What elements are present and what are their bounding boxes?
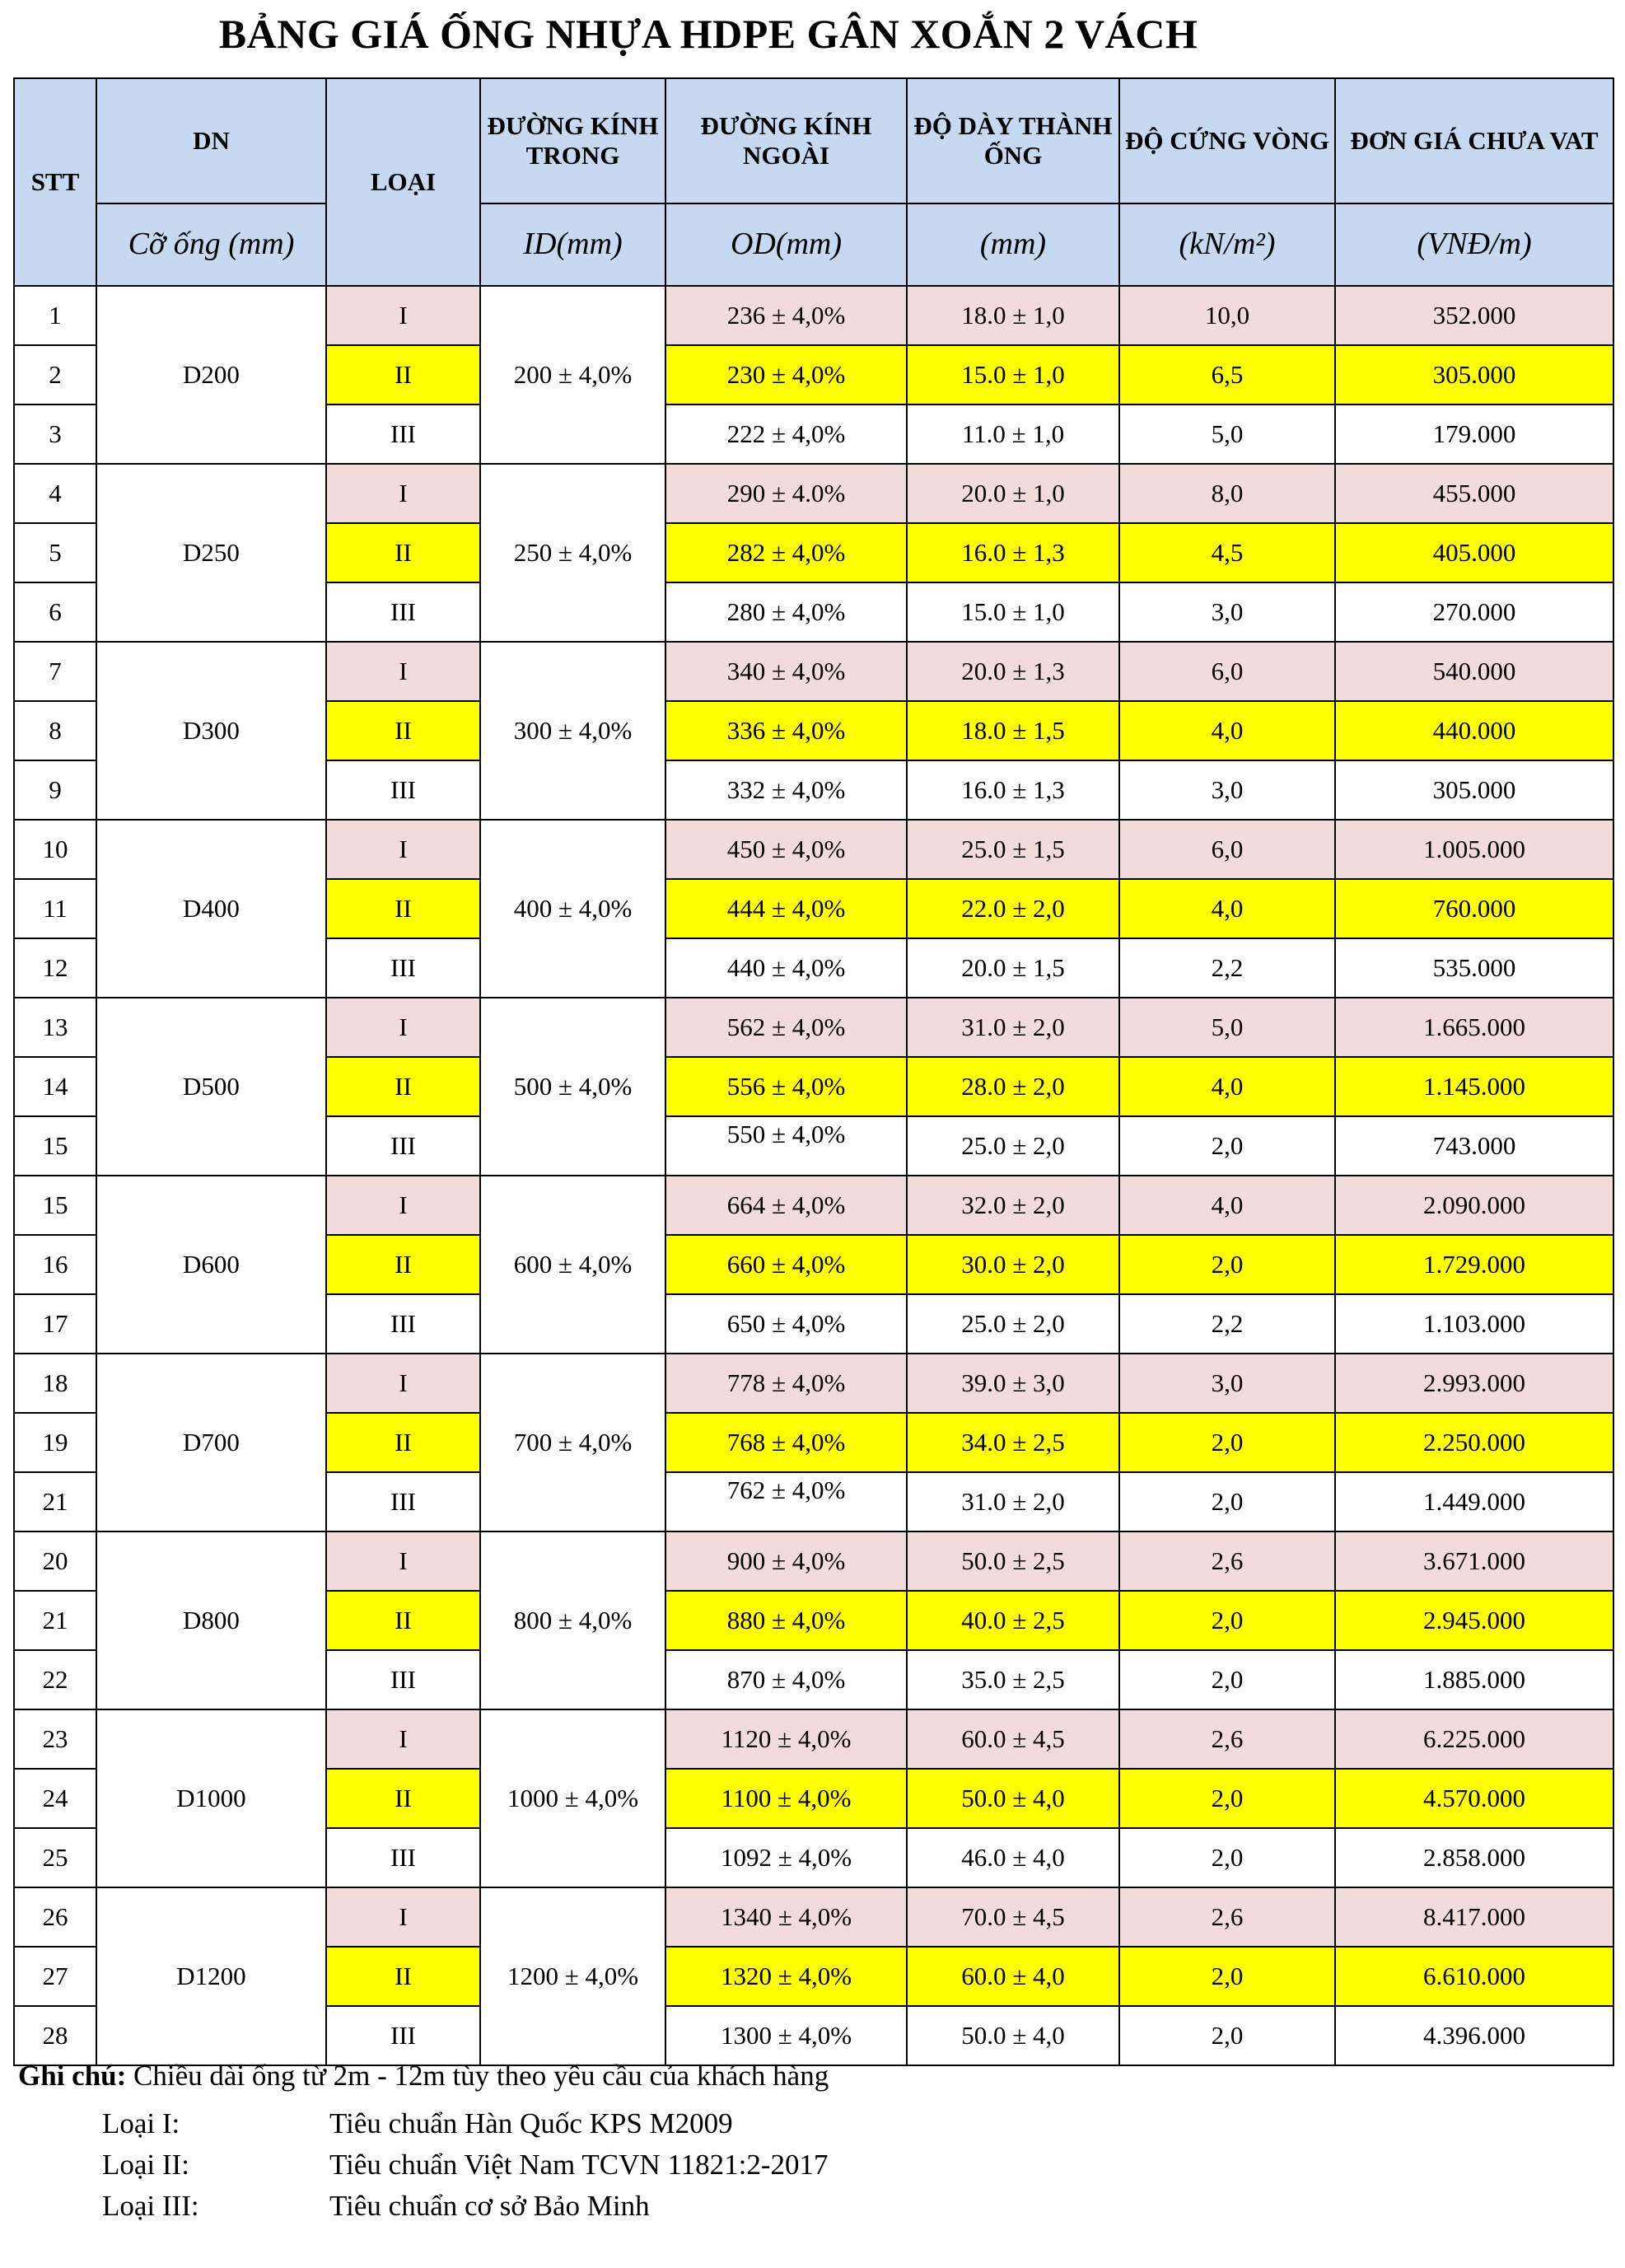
cell-inner-diameter: 500 ± 4,0% — [480, 998, 665, 1176]
cell-thickness: 50.0 ± 4,0 — [907, 2006, 1119, 2065]
cell-type: I — [326, 1354, 480, 1413]
cell-price: 6.225.000 — [1335, 1709, 1613, 1769]
cell-type: III — [326, 404, 480, 464]
cell-type: II — [326, 1413, 480, 1472]
unit-od: OD(mm) — [665, 203, 907, 286]
cell-stiffness: 2,0 — [1119, 1591, 1335, 1650]
cell-inner-diameter: 250 ± 4,0% — [480, 464, 665, 642]
table-row — [14, 998, 1613, 1057]
cell-price: 1.729.000 — [1335, 1235, 1613, 1294]
cell-type: II — [326, 701, 480, 760]
cell-price: 305.000 — [1335, 760, 1613, 820]
cell-type: II — [326, 345, 480, 404]
cell-stiffness: 2,0 — [1119, 1235, 1335, 1294]
cell-price: 2.993.000 — [1335, 1354, 1613, 1413]
cell-thickness: 30.0 ± 2,0 — [907, 1235, 1119, 1294]
cell-thickness: 22.0 ± 2,0 — [907, 879, 1119, 938]
cell-stt: 22 — [14, 1650, 96, 1709]
cell-price: 3.671.000 — [1335, 1531, 1613, 1591]
cell-outer-diameter: 1100 ± 4,0% — [665, 1769, 907, 1828]
cell-stiffness: 3,0 — [1119, 760, 1335, 820]
note-line — [18, 2060, 829, 2093]
cell-price: 535.000 — [1335, 938, 1613, 998]
cell-type: I — [326, 1709, 480, 1769]
cell-stiffness: 10,0 — [1119, 286, 1335, 345]
unit-dn: Cỡ ống (mm) — [96, 203, 326, 286]
cell-type: II — [326, 1057, 480, 1116]
cell-inner-diameter: 1000 ± 4,0% — [480, 1709, 665, 1887]
header-wall-thickness: ĐỘ DÀY THÀNH ỐNG — [907, 78, 1119, 203]
cell-outer-diameter — [665, 1472, 907, 1531]
cell-stt: 12 — [14, 938, 96, 998]
cell-stt: 10 — [14, 820, 96, 879]
header-ring-stiffness: ĐỘ CỨNG VÒNG — [1119, 78, 1335, 203]
cell-stiffness: 6,0 — [1119, 642, 1335, 701]
cell-price: 743.000 — [1335, 1116, 1613, 1176]
table-row — [14, 1887, 1613, 1947]
cell-stt: 2 — [14, 345, 96, 404]
cell-thickness: 25.0 ± 1,5 — [907, 820, 1119, 879]
cell-stiffness: 2,0 — [1119, 1947, 1335, 2006]
cell-price: 8.417.000 — [1335, 1887, 1613, 1947]
table-row — [14, 820, 1613, 879]
cell-outer-diameter: 880 ± 4,0% — [665, 1591, 907, 1650]
cell-stiffness: 4,5 — [1119, 523, 1335, 582]
cell-stiffness: 6,5 — [1119, 345, 1335, 404]
cell-price: 1.885.000 — [1335, 1650, 1613, 1709]
cell-stt: 17 — [14, 1294, 96, 1354]
cell-type: I — [326, 1176, 480, 1235]
cell-thickness: 20.0 ± 1,3 — [907, 642, 1119, 701]
cell-outer-diameter: 450 ± 4,0% — [665, 820, 907, 879]
standard-type-3: Loại III: — [102, 2190, 199, 2222]
cell-stiffness: 2,6 — [1119, 1887, 1335, 1947]
cell-outer-diameter: 1300 ± 4,0% — [665, 2006, 907, 2065]
cell-stiffness: 2,6 — [1119, 1709, 1335, 1769]
note-text: Chiều dài ống từ 2m - 12m tùy theo yêu cầu của khách hàng — [133, 2060, 829, 2092]
cell-dn: D1200 — [96, 1887, 326, 2065]
cell-stiffness: 2,2 — [1119, 1294, 1335, 1354]
cell-price: 1.103.000 — [1335, 1294, 1613, 1354]
cell-type: II — [326, 1769, 480, 1828]
cell-inner-diameter: 400 ± 4,0% — [480, 820, 665, 998]
cell-thickness: 20.0 ± 1,5 — [907, 938, 1119, 998]
cell-text: 762 ± 4,0% — [726, 1475, 846, 1505]
cell-stiffness: 2,2 — [1119, 938, 1335, 998]
cell-outer-diameter: 282 ± 4,0% — [665, 523, 907, 582]
table-header — [14, 78, 1613, 286]
cell-type: III — [326, 1650, 480, 1709]
cell-outer-diameter: 1092 ± 4,0% — [665, 1828, 907, 1887]
cell-dn: D500 — [96, 998, 326, 1176]
cell-stt: 3 — [14, 404, 96, 464]
cell-dn: D300 — [96, 642, 326, 820]
cell-outer-diameter: 230 ± 4,0% — [665, 345, 907, 404]
cell-dn: D600 — [96, 1176, 326, 1354]
cell-thickness: 15.0 ± 1,0 — [907, 345, 1119, 404]
note-label: Ghi chú: — [18, 2060, 127, 2092]
standard-desc-2: Tiêu chuẩn Việt Nam TCVN 11821:2-2017 — [329, 2149, 829, 2181]
cell-price: 4.570.000 — [1335, 1769, 1613, 1828]
header-inner-diameter: ĐƯỜNG KÍNH TRONG — [480, 78, 665, 203]
cell-thickness: 18.0 ± 1,0 — [907, 286, 1119, 345]
table-row — [14, 642, 1613, 701]
cell-outer-diameter: 870 ± 4,0% — [665, 1650, 907, 1709]
cell-stt: 8 — [14, 701, 96, 760]
cell-thickness: 20.0 ± 1,0 — [907, 464, 1119, 523]
cell-dn: D800 — [96, 1531, 326, 1709]
cell-stt: 15 — [14, 1116, 96, 1176]
cell-type: I — [326, 820, 480, 879]
cell-price: 455.000 — [1335, 464, 1613, 523]
cell-dn: D200 — [96, 286, 326, 464]
cell-type: I — [326, 286, 480, 345]
header-outer-diameter: ĐƯỜNG KÍNH NGOÀI — [665, 78, 907, 203]
cell-price: 405.000 — [1335, 523, 1613, 582]
cell-price: 1.665.000 — [1335, 998, 1613, 1057]
price-table — [13, 77, 1614, 2066]
cell-price: 270.000 — [1335, 582, 1613, 642]
cell-outer-diameter: 236 ± 4,0% — [665, 286, 907, 345]
cell-thickness: 50.0 ± 2,5 — [907, 1531, 1119, 1591]
cell-stiffness: 5,0 — [1119, 998, 1335, 1057]
cell-price: 2.250.000 — [1335, 1413, 1613, 1472]
cell-stt: 18 — [14, 1354, 96, 1413]
cell-outer-diameter: 332 ± 4,0% — [665, 760, 907, 820]
cell-stt: 19 — [14, 1413, 96, 1472]
cell-type: III — [326, 1116, 480, 1176]
cell-stiffness: 2,0 — [1119, 1769, 1335, 1828]
cell-stt: 15 — [14, 1176, 96, 1235]
cell-thickness: 31.0 ± 2,0 — [907, 998, 1119, 1057]
table-row — [14, 1709, 1613, 1769]
cell-outer-diameter: 336 ± 4,0% — [665, 701, 907, 760]
cell-price: 440.000 — [1335, 701, 1613, 760]
cell-stt: 25 — [14, 1828, 96, 1887]
cell-price: 1.145.000 — [1335, 1057, 1613, 1116]
cell-stt: 23 — [14, 1709, 96, 1769]
header-loai: LOẠI — [326, 78, 480, 286]
cell-type: I — [326, 642, 480, 701]
cell-outer-diameter: 222 ± 4,0% — [665, 404, 907, 464]
header-unit-price: ĐƠN GIÁ CHƯA VAT — [1335, 78, 1613, 203]
cell-outer-diameter: 1320 ± 4,0% — [665, 1947, 907, 2006]
cell-stiffness: 2,0 — [1119, 1413, 1335, 1472]
table-row — [14, 464, 1613, 523]
cell-thickness: 50.0 ± 4,0 — [907, 1769, 1119, 1828]
cell-outer-diameter: 1340 ± 4,0% — [665, 1887, 907, 1947]
cell-outer-diameter: 290 ± 4.0% — [665, 464, 907, 523]
cell-stt: 24 — [14, 1769, 96, 1828]
cell-thickness: 32.0 ± 2,0 — [907, 1176, 1119, 1235]
cell-stt: 27 — [14, 1947, 96, 2006]
cell-outer-diameter: 768 ± 4,0% — [665, 1413, 907, 1472]
cell-type: II — [326, 1947, 480, 2006]
cell-stiffness: 2,0 — [1119, 1650, 1335, 1709]
cell-outer-diameter: 280 ± 4,0% — [665, 582, 907, 642]
cell-inner-diameter: 700 ± 4,0% — [480, 1354, 665, 1531]
cell-text: 550 ± 4,0% — [726, 1120, 846, 1149]
cell-stt: 16 — [14, 1235, 96, 1294]
cell-type: III — [326, 582, 480, 642]
cell-type: III — [326, 1828, 480, 1887]
unit-price: (VNĐ/m) — [1335, 203, 1613, 286]
unit-id: ID(mm) — [480, 203, 665, 286]
cell-thickness: 40.0 ± 2,5 — [907, 1591, 1119, 1650]
cell-stt: 26 — [14, 1887, 96, 1947]
cell-stiffness: 3,0 — [1119, 582, 1335, 642]
cell-thickness: 60.0 ± 4,0 — [907, 1947, 1119, 2006]
cell-inner-diameter: 200 ± 4,0% — [480, 286, 665, 464]
cell-stt: 14 — [14, 1057, 96, 1116]
cell-stiffness: 5,0 — [1119, 404, 1335, 464]
cell-outer-diameter: 650 ± 4,0% — [665, 1294, 907, 1354]
cell-type: II — [326, 1591, 480, 1650]
cell-stt: 9 — [14, 760, 96, 820]
cell-stt: 13 — [14, 998, 96, 1057]
cell-thickness: 35.0 ± 2,5 — [907, 1650, 1119, 1709]
cell-type: I — [326, 464, 480, 523]
cell-price: 2.945.000 — [1335, 1591, 1613, 1650]
cell-stt: 20 — [14, 1531, 96, 1591]
cell-thickness: 60.0 ± 4,5 — [907, 1709, 1119, 1769]
cell-outer-diameter: 556 ± 4,0% — [665, 1057, 907, 1116]
cell-type: II — [326, 1235, 480, 1294]
cell-price: 1.449.000 — [1335, 1472, 1613, 1531]
cell-outer-diameter: 440 ± 4,0% — [665, 938, 907, 998]
cell-outer-diameter: 1120 ± 4,0% — [665, 1709, 907, 1769]
cell-inner-diameter: 800 ± 4,0% — [480, 1531, 665, 1709]
cell-price: 4.396.000 — [1335, 2006, 1613, 2065]
cell-dn: D250 — [96, 464, 326, 642]
cell-outer-diameter: 778 ± 4,0% — [665, 1354, 907, 1413]
cell-price: 352.000 — [1335, 286, 1613, 345]
cell-type: I — [326, 998, 480, 1057]
cell-outer-diameter: 900 ± 4,0% — [665, 1531, 907, 1591]
cell-type: III — [326, 760, 480, 820]
cell-type: III — [326, 938, 480, 998]
standard-type-2: Loại II: — [102, 2149, 189, 2181]
standard-desc-1: Tiêu chuẩn Hàn Quốc KPS M2009 — [329, 2107, 733, 2139]
cell-stiffness: 2,6 — [1119, 1531, 1335, 1591]
header-dn: DN — [96, 78, 326, 203]
cell-stt: 4 — [14, 464, 96, 523]
cell-dn: D400 — [96, 820, 326, 998]
table-row — [14, 1354, 1613, 1413]
cell-type: I — [326, 1887, 480, 1947]
standard-type-1: Loại I: — [102, 2107, 180, 2139]
cell-stiffness: 6,0 — [1119, 820, 1335, 879]
cell-price: 2.858.000 — [1335, 1828, 1613, 1887]
cell-thickness: 39.0 ± 3,0 — [907, 1354, 1119, 1413]
cell-price: 6.610.000 — [1335, 1947, 1613, 2006]
cell-type: I — [326, 1531, 480, 1591]
cell-price: 540.000 — [1335, 642, 1613, 701]
cell-stt: 6 — [14, 582, 96, 642]
cell-type: III — [326, 1294, 480, 1354]
table-row — [14, 286, 1613, 345]
cell-stiffness: 2,0 — [1119, 1472, 1335, 1531]
cell-type: II — [326, 879, 480, 938]
cell-outer-diameter — [665, 1116, 907, 1176]
cell-thickness: 31.0 ± 2,0 — [907, 1472, 1119, 1531]
cell-stt: 1 — [14, 286, 96, 345]
cell-thickness: 11.0 ± 1,0 — [907, 404, 1119, 464]
cell-inner-diameter: 600 ± 4,0% — [480, 1176, 665, 1354]
cell-price: 760.000 — [1335, 879, 1613, 938]
cell-price: 2.090.000 — [1335, 1176, 1613, 1235]
cell-stiffness: 2,0 — [1119, 1116, 1335, 1176]
cell-thickness: 25.0 ± 2,0 — [907, 1116, 1119, 1176]
cell-price: 179.000 — [1335, 404, 1613, 464]
cell-type: III — [326, 2006, 480, 2065]
cell-thickness: 34.0 ± 2,5 — [907, 1413, 1119, 1472]
cell-type: II — [326, 523, 480, 582]
cell-stiffness: 2,0 — [1119, 1828, 1335, 1887]
cell-stt: 11 — [14, 879, 96, 938]
cell-type: III — [326, 1472, 480, 1531]
cell-inner-diameter: 1200 ± 4,0% — [480, 1887, 665, 2065]
header-stt: STT — [14, 78, 96, 286]
cell-stiffness: 8,0 — [1119, 464, 1335, 523]
cell-outer-diameter: 444 ± 4,0% — [665, 879, 907, 938]
cell-outer-diameter: 664 ± 4,0% — [665, 1176, 907, 1235]
cell-stiffness: 2,0 — [1119, 2006, 1335, 2065]
cell-thickness: 28.0 ± 2,0 — [907, 1057, 1119, 1116]
cell-stt: 5 — [14, 523, 96, 582]
cell-inner-diameter: 300 ± 4,0% — [480, 642, 665, 820]
cell-thickness: 16.0 ± 1,3 — [907, 523, 1119, 582]
cell-outer-diameter: 340 ± 4,0% — [665, 642, 907, 701]
cell-outer-diameter: 660 ± 4,0% — [665, 1235, 907, 1294]
cell-thickness: 15.0 ± 1,0 — [907, 582, 1119, 642]
cell-stiffness: 4,0 — [1119, 701, 1335, 760]
cell-thickness: 70.0 ± 4,5 — [907, 1887, 1119, 1947]
cell-thickness: 16.0 ± 1,3 — [907, 760, 1119, 820]
cell-stiffness: 3,0 — [1119, 1354, 1335, 1413]
table-row — [14, 1531, 1613, 1591]
cell-stiffness: 4,0 — [1119, 1057, 1335, 1116]
cell-outer-diameter: 562 ± 4,0% — [665, 998, 907, 1057]
cell-price: 305.000 — [1335, 345, 1613, 404]
unit-thickness: (mm) — [907, 203, 1119, 286]
page-title: BẢNG GIÁ ỐNG NHỰA HDPE GÂN XOẮN 2 VÁCH — [218, 11, 1198, 57]
cell-price: 1.005.000 — [1335, 820, 1613, 879]
table-row — [14, 1176, 1613, 1235]
cell-stt: 7 — [14, 642, 96, 701]
unit-stiffness: (kN/m²) — [1119, 203, 1335, 286]
cell-thickness: 46.0 ± 4,0 — [907, 1828, 1119, 1887]
standard-desc-3: Tiêu chuẩn cơ sở Bảo Minh — [329, 2190, 650, 2222]
cell-thickness: 18.0 ± 1,5 — [907, 701, 1119, 760]
table-body — [14, 286, 1613, 2065]
cell-dn: D1000 — [96, 1709, 326, 1887]
cell-stt: 21 — [14, 1472, 96, 1531]
cell-thickness: 25.0 ± 2,0 — [907, 1294, 1119, 1354]
cell-stiffness: 4,0 — [1119, 879, 1335, 938]
cell-stt: 28 — [14, 2006, 96, 2065]
cell-stiffness: 4,0 — [1119, 1176, 1335, 1235]
cell-stt: 21 — [14, 1591, 96, 1650]
cell-dn: D700 — [96, 1354, 326, 1531]
